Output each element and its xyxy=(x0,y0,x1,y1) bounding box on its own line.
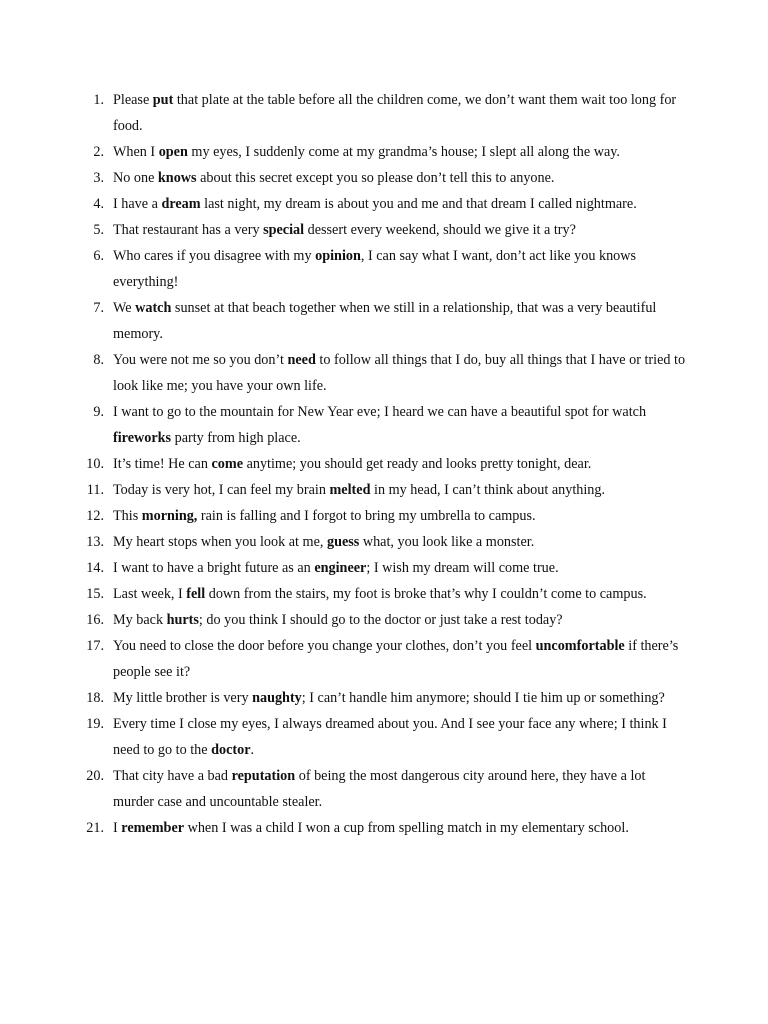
keyword: fireworks xyxy=(113,430,172,446)
item-number: 5. xyxy=(93,222,104,238)
list-item xyxy=(0,87,768,139)
keyword: morning, xyxy=(141,508,198,524)
item-number: 1. xyxy=(93,92,104,108)
list-item xyxy=(0,295,768,347)
item-text: My little brother is very naughty; I can’t handle him anymore; should I tie him up or something? xyxy=(113,690,665,706)
keyword: opinion xyxy=(315,248,361,264)
item-text: No one knows about this secret except you so please don’t tell this to anyone. xyxy=(113,170,555,186)
item-number: 10. xyxy=(86,456,104,472)
keyword: knows xyxy=(157,170,197,186)
item-text: I have a dream last night, my dream is about you and me and that dream I called nightmare. xyxy=(113,196,637,212)
item-text: My heart stops when you look at me, guess what, you look like a monster. xyxy=(113,534,535,550)
item-number: 7. xyxy=(93,300,104,316)
keyword: dream xyxy=(161,196,201,212)
item-text: You need to close the door before you change your clothes, don’t you feel uncomfortable if there’s people see it? xyxy=(113,638,679,680)
item-number: 3. xyxy=(93,170,104,186)
item-number: 21. xyxy=(86,820,104,836)
list-item xyxy=(0,477,768,503)
list-item xyxy=(0,451,768,477)
item-number: 13. xyxy=(86,534,104,550)
sentence-list xyxy=(0,87,768,841)
list-item xyxy=(0,191,768,217)
keyword: melted xyxy=(329,482,371,498)
item-number: 2. xyxy=(93,144,104,160)
list-item xyxy=(0,763,768,815)
keyword: uncomfortable xyxy=(535,638,625,654)
item-text: Please put that plate at the table before all the children come, we don’t want them wait too long for food. xyxy=(113,92,677,134)
list-item xyxy=(0,165,768,191)
list-item xyxy=(0,711,768,763)
item-number: 18. xyxy=(86,690,104,706)
list-item xyxy=(0,347,768,399)
item-text: It’s time! He can come anytime; you should get ready and looks pretty tonight, dear. xyxy=(113,456,592,472)
item-text: I want to have a bright future as an engineer; I wish my dream will come true. xyxy=(113,560,559,576)
list-item xyxy=(0,581,768,607)
keyword: remember xyxy=(121,820,185,836)
item-text: You were not me so you don’t need to follow all things that I do, buy all things that I have or tried to look like me; you have your own life. xyxy=(113,352,686,394)
list-item xyxy=(0,815,768,841)
item-text: Today is very hot, I can feel my brain melted in my head, I can’t think about anything. xyxy=(113,482,606,498)
list-item xyxy=(0,243,768,295)
item-number: 17. xyxy=(86,638,104,654)
keyword: need xyxy=(287,352,316,368)
item-text: My back hurts; do you think I should go to the doctor or just take a rest today? xyxy=(113,612,563,628)
item-number: 9. xyxy=(93,404,104,420)
item-number: 12. xyxy=(86,508,104,524)
list-item xyxy=(0,607,768,633)
item-number: 16. xyxy=(86,612,104,628)
keyword: watch xyxy=(135,300,172,316)
list-item xyxy=(0,399,768,451)
item-text: That restaurant has a very special dessert every weekend, should we give it a try? xyxy=(113,222,576,238)
keyword: reputation xyxy=(231,768,296,784)
item-text: I remember when I was a child I won a cup from spelling match in my elementary school. xyxy=(113,820,629,836)
keyword: engineer xyxy=(314,560,367,576)
keyword: open xyxy=(158,144,188,160)
keyword: doctor xyxy=(211,742,251,758)
list-item xyxy=(0,217,768,243)
keyword: put xyxy=(152,92,174,108)
keyword: come xyxy=(211,456,244,472)
item-number: 15. xyxy=(86,586,104,602)
list-item xyxy=(0,685,768,711)
list-item xyxy=(0,529,768,555)
item-text: When I open my eyes, I suddenly come at my grandma’s house; I slept all along the way. xyxy=(113,144,620,160)
item-text: This morning, rain is falling and I forgot to bring my umbrella to campus. xyxy=(113,508,536,524)
item-number: 6. xyxy=(93,248,104,264)
list-item xyxy=(0,139,768,165)
keyword: special xyxy=(263,222,305,238)
item-text: Last week, I fell down from the stairs, my foot is broke that’s why I couldn’t come to campus. xyxy=(113,586,647,602)
list-item xyxy=(0,633,768,685)
item-text: I want to go to the mountain for New Year eve; I heard we can have a beautiful spot for watch fireworks party from high place. xyxy=(113,404,647,446)
item-text: That city have a bad reputation of being the most dangerous city around here, they have a lot murder case and uncountable stealer. xyxy=(113,768,646,810)
item-text: We watch sunset at that beach together when we still in a relationship, that was a very beautiful memory. xyxy=(113,300,657,342)
item-text: Every time I close my eyes, I always dreamed about you. And I see your face any where; I think I need to go to the doctor. xyxy=(113,716,667,758)
item-number: 19. xyxy=(86,716,104,732)
item-text: Who cares if you disagree with my opinion, I can say what I want, don’t act like you knows everything! xyxy=(113,248,637,290)
list-item xyxy=(0,503,768,529)
keyword: hurts xyxy=(166,612,199,628)
keyword: fell xyxy=(186,586,206,602)
item-number: 14. xyxy=(86,560,104,576)
list-item xyxy=(0,555,768,581)
item-number: 4. xyxy=(93,196,104,212)
item-number: 8. xyxy=(93,352,104,368)
keyword: naughty xyxy=(252,690,302,706)
item-number: 20. xyxy=(86,768,104,784)
keyword: guess xyxy=(326,534,360,550)
item-number: 11. xyxy=(86,482,104,498)
